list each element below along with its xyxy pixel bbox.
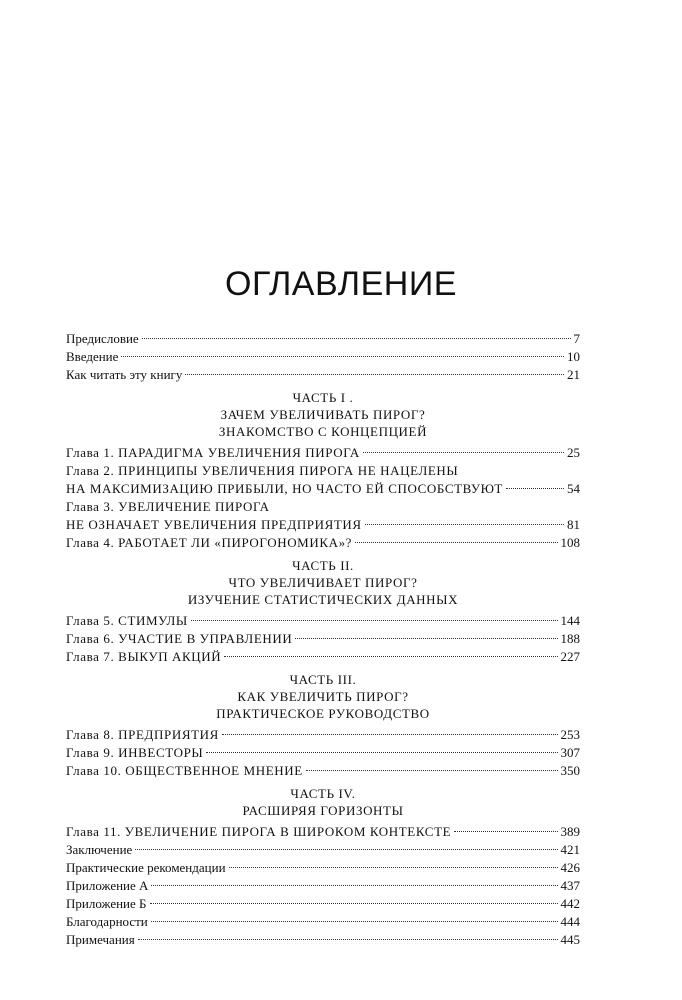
- part-number: ЧАСТЬ I .: [292, 390, 354, 405]
- toc-entry-front[interactable]: [66, 330, 580, 348]
- toc-entry-label: Примечания: [66, 932, 135, 947]
- dot-leader: [306, 770, 558, 771]
- toc-entry-chapter[interactable]: [66, 744, 580, 762]
- toc-entry-label: Глава 6. УЧАСТИЕ В УПРАВЛЕНИИ: [66, 631, 293, 646]
- toc-page-number: 445: [560, 932, 580, 947]
- toc-page-number: 426: [560, 860, 580, 875]
- part-number: ЧАСТЬ IV.: [290, 786, 356, 801]
- toc-entry-chapter[interactable]: [66, 762, 580, 780]
- toc-entry-back[interactable]: [66, 841, 580, 859]
- toc-entry-label: Глава 2. ПРИНЦИПЫ УВЕЛИЧЕНИЯ ПИРОГА НЕ НАЦЕЛЕНЫ: [66, 463, 459, 478]
- dot-leader: [185, 374, 564, 375]
- part-heading: РАСШИРЯЯ ГОРИЗОНТЫ: [242, 803, 404, 818]
- dot-leader: [151, 921, 558, 922]
- dot-leader: [222, 734, 558, 735]
- toc-page-number: 307: [560, 745, 580, 760]
- dot-leader: [121, 356, 564, 357]
- toc-entry-label: Глава 11. УВЕЛИЧЕНИЕ ПИРОГА В ШИРОКОМ КОНТЕКСТЕ: [66, 824, 452, 839]
- toc-entry-label: Глава 3. УВЕЛИЧЕНИЕ ПИРОГА: [66, 499, 270, 514]
- toc-entry-front[interactable]: [66, 366, 580, 384]
- dot-leader: [191, 620, 558, 621]
- toc-entry-label: Практические рекомендации: [66, 860, 226, 875]
- dot-leader: [138, 939, 558, 940]
- toc-entry-chapter[interactable]: [66, 648, 580, 666]
- part-heading: ИЗУЧЕНИЕ СТАТИСТИЧЕСКИХ ДАННЫХ: [187, 592, 459, 607]
- toc-entry-label: Глава 5. СТИМУЛЫ: [66, 613, 188, 628]
- toc-entry-label: Глава 1. ПАРАДИГМА УВЕЛИЧЕНИЯ ПИРОГА: [66, 445, 360, 460]
- table-of-contents: [66, 330, 580, 949]
- toc-entry-back[interactable]: [66, 895, 580, 913]
- toc-page-number: 437: [560, 878, 580, 893]
- part-number: ЧАСТЬ III.: [289, 672, 357, 687]
- toc-entry-label: Приложение Б: [66, 896, 147, 911]
- dot-leader: [135, 849, 557, 850]
- toc-entry-label: Глава 8. ПРЕДПРИЯТИЯ: [66, 727, 219, 742]
- toc-page-number: 21: [567, 367, 580, 382]
- toc-entry-chapter[interactable]: [66, 516, 580, 534]
- toc-entry-label: НА МАКСИМИЗАЦИЮ ПРИБЫЛИ, НО ЧАСТО ЕЙ СПОСОБСТВУЮТ: [66, 481, 503, 496]
- toc-entry-chapter[interactable]: [66, 444, 580, 462]
- toc-page-number: 7: [573, 331, 580, 346]
- toc-entry-back[interactable]: [66, 913, 580, 931]
- toc-page-number: 81: [567, 517, 580, 532]
- toc-page-number: 188: [560, 631, 580, 646]
- toc-page-number: 389: [560, 824, 580, 839]
- toc-entry-back[interactable]: [66, 931, 580, 949]
- part-heading: ПРАКТИЧЕСКОЕ РУКОВОДСТВО: [216, 706, 430, 721]
- toc-entry-front[interactable]: [66, 348, 580, 366]
- toc-entry-label: Как читать эту книгу: [66, 367, 183, 382]
- dot-leader: [363, 452, 564, 453]
- toc-entry-line[interactable]: [66, 498, 580, 516]
- toc-entry-label: Заключение: [66, 842, 133, 857]
- toc-page-number: 421: [560, 842, 580, 857]
- dot-leader: [224, 656, 557, 657]
- dot-leader: [355, 542, 557, 543]
- toc-page-number: 108: [560, 535, 580, 550]
- part-heading: ЗАЧЕМ УВЕЛИЧИВАТЬ ПИРОГ?: [220, 407, 426, 422]
- toc-entry-back[interactable]: [66, 859, 580, 877]
- dot-leader: [506, 488, 564, 489]
- toc-page-number: 442: [560, 896, 580, 911]
- toc-page-number: 444: [560, 914, 580, 929]
- toc-entry-label: Благодарности: [66, 914, 148, 929]
- toc-page-number: 227: [560, 649, 580, 664]
- part-heading: ЗНАКОМСТВО С КОНЦЕПЦИЕЙ: [218, 424, 428, 439]
- dot-leader: [365, 524, 564, 525]
- toc-entry-label: Введение: [66, 349, 119, 364]
- dot-leader: [206, 752, 557, 753]
- toc-entry-chapter[interactable]: [66, 726, 580, 744]
- toc-page-number: 10: [567, 349, 580, 364]
- dot-leader: [150, 903, 558, 904]
- toc-entry-label: Приложение А: [66, 878, 149, 893]
- toc-entry-label: НЕ ОЗНАЧАЕТ УВЕЛИЧЕНИЯ ПРЕДПРИЯТИЯ: [66, 517, 362, 532]
- toc-entry-label: Глава 7. ВЫКУП АКЦИЙ: [66, 649, 222, 664]
- toc-entry-label: Глава 9. ИНВЕСТОРЫ: [66, 745, 204, 760]
- dot-leader: [295, 638, 557, 639]
- toc-entry-back[interactable]: [66, 877, 580, 895]
- toc-entry-label: Глава 10. ОБЩЕСТВЕННОЕ МНЕНИЕ: [66, 763, 303, 778]
- toc-entry-label: Предисловие: [66, 331, 139, 346]
- toc-entry-chapter[interactable]: [66, 630, 580, 648]
- dot-leader: [151, 885, 557, 886]
- toc-page-number: 144: [560, 613, 580, 628]
- toc-entry-label: Глава 4. РАБОТАЕТ ЛИ «ПИРОГОНОМИКА»?: [66, 535, 353, 550]
- toc-page-number: 253: [560, 727, 580, 742]
- part-heading: КАК УВЕЛИЧИТЬ ПИРОГ?: [237, 689, 409, 704]
- toc-page-number: 350: [560, 763, 580, 778]
- toc-entry-line[interactable]: [66, 462, 580, 480]
- part-number: ЧАСТЬ II.: [292, 558, 354, 573]
- page-title: ОГЛАВЛЕНИЕ: [225, 265, 457, 303]
- part-heading: ЧТО УВЕЛИЧИВАЕТ ПИРОГ?: [228, 575, 418, 590]
- toc-page-number: 54: [567, 481, 580, 496]
- toc-page-number: 25: [567, 445, 580, 460]
- dot-leader: [454, 831, 557, 832]
- toc-entry-chapter[interactable]: [66, 480, 580, 498]
- dot-leader: [142, 338, 571, 339]
- toc-entry-chapter[interactable]: [66, 534, 580, 552]
- toc-entry-chapter[interactable]: [66, 612, 580, 630]
- dot-leader: [229, 867, 558, 868]
- toc-entry-chapter[interactable]: [66, 823, 580, 841]
